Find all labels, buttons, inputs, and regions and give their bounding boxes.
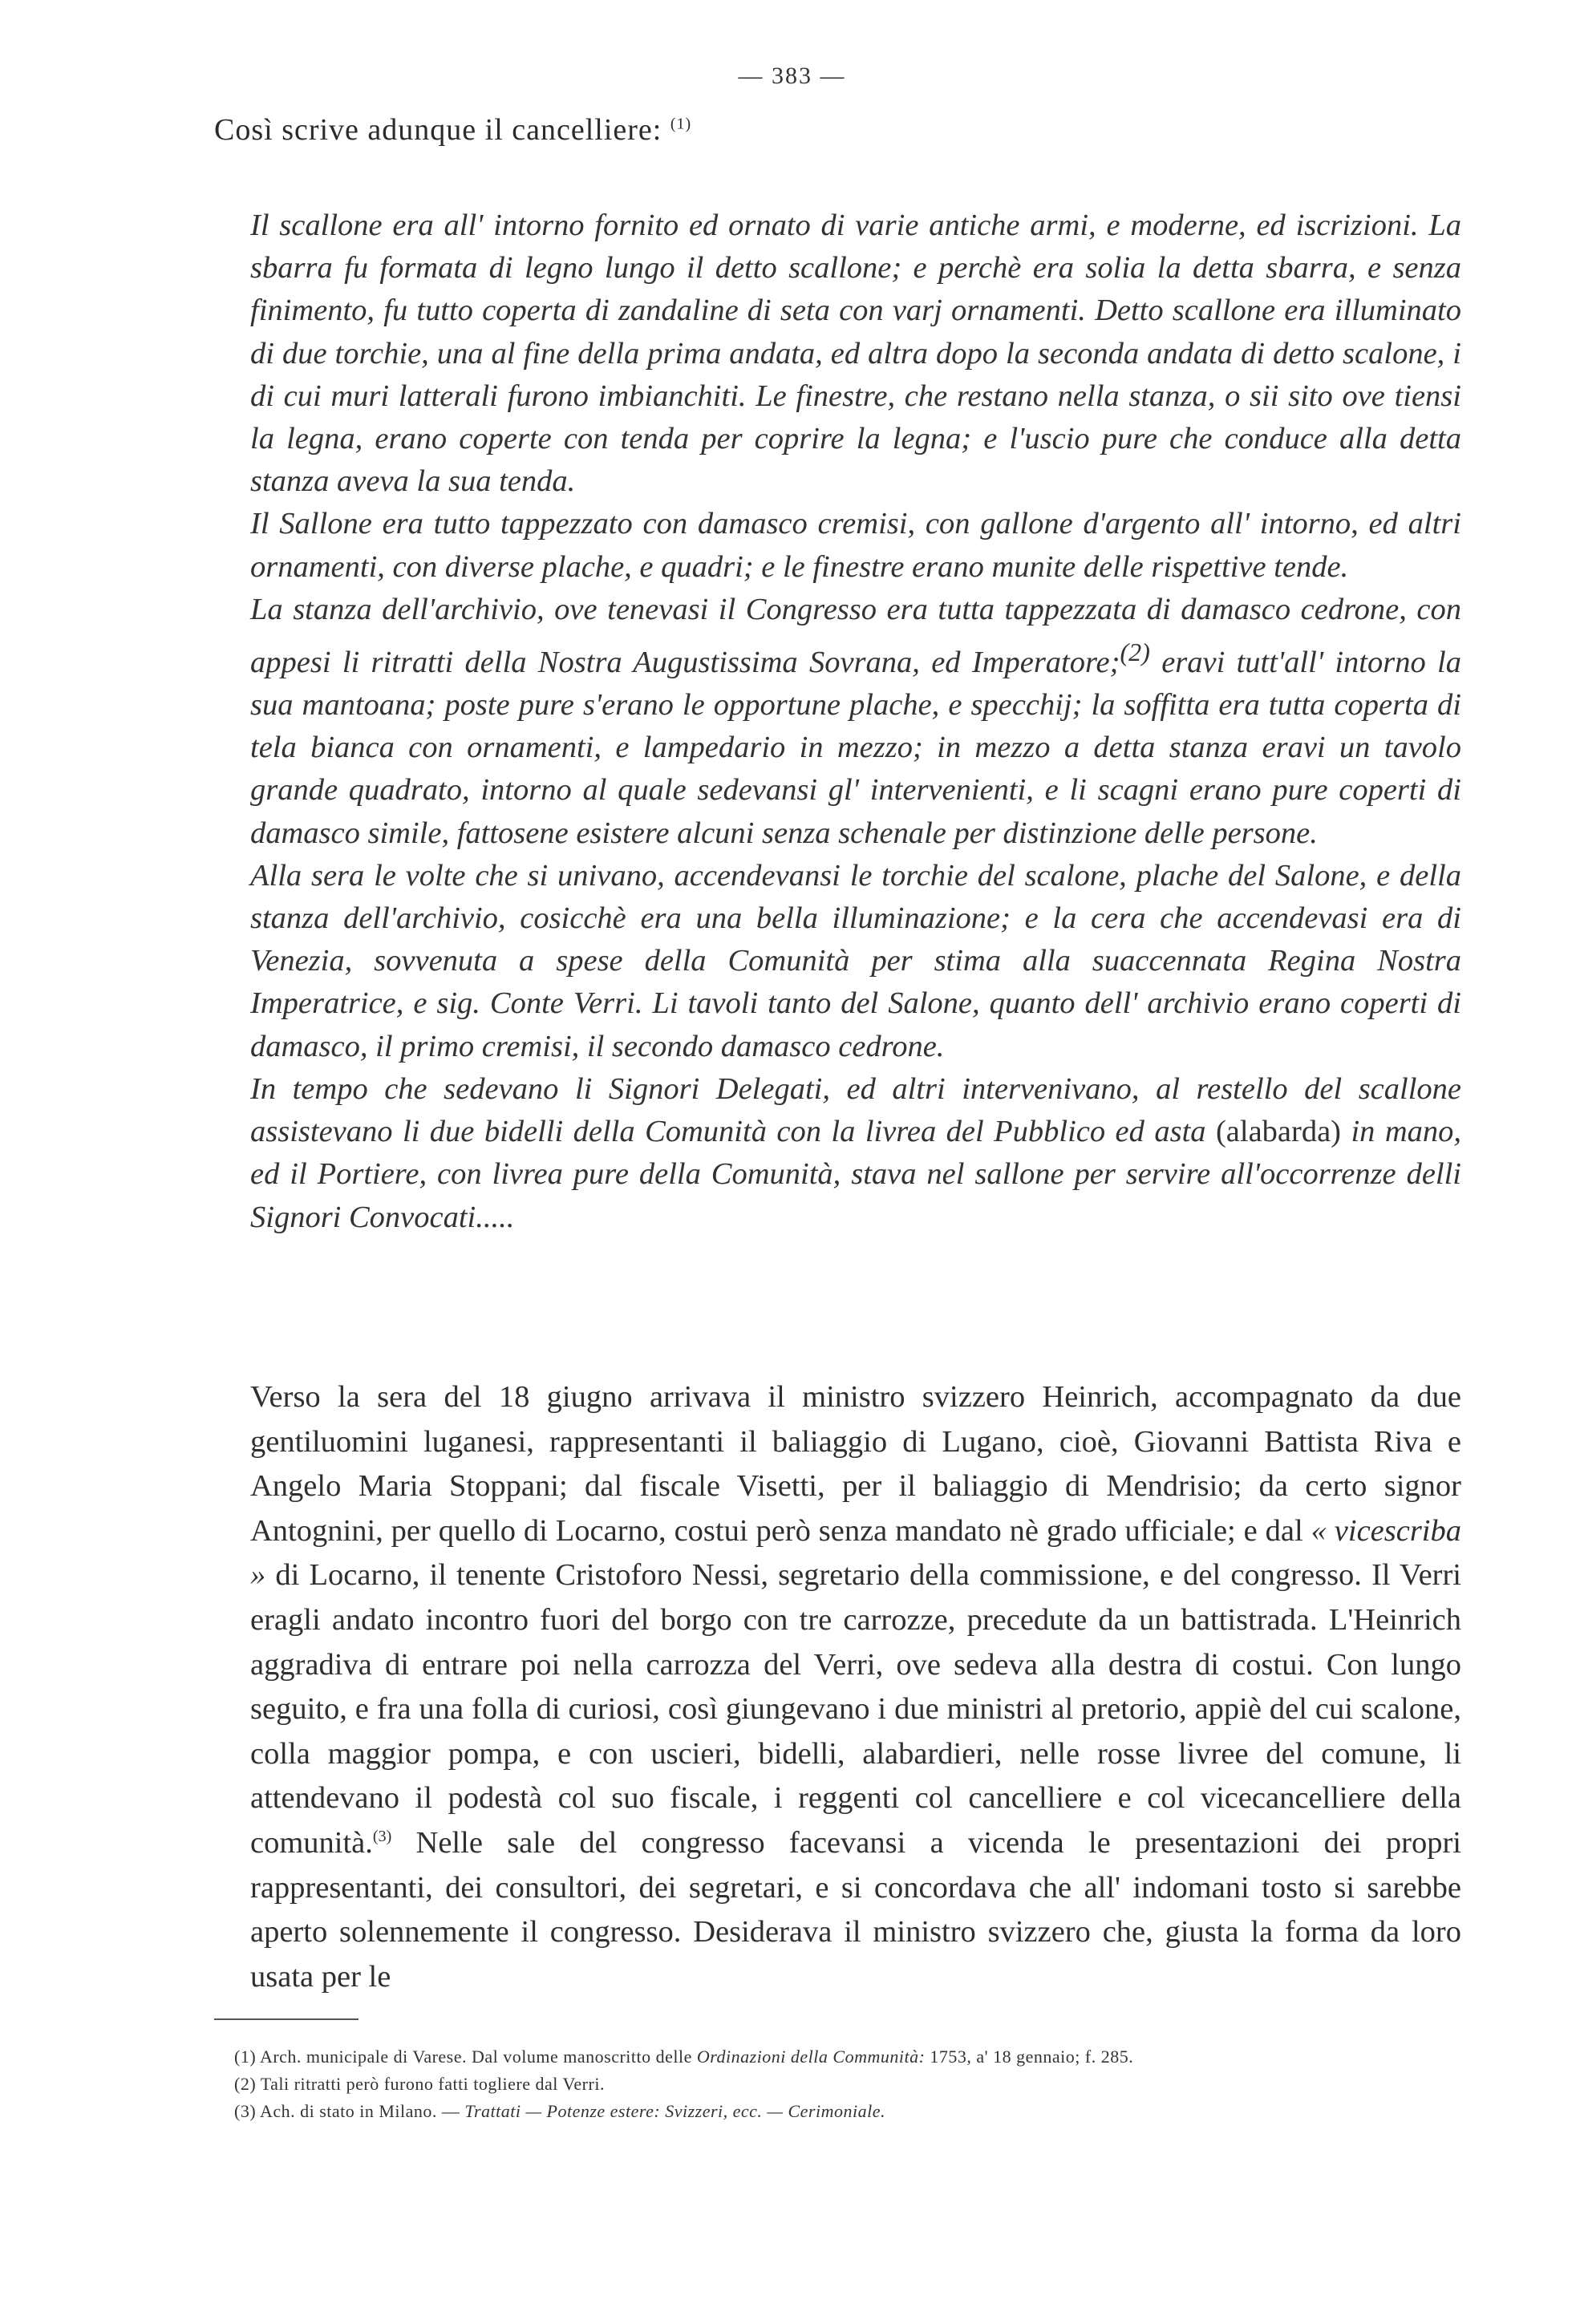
footnote-3 [234, 2098, 1461, 2125]
body-part-2: di Locarno, il tenente Cristoforo Nessi, segretario della commissione, e del congresso. Il Verri eragli andato incontro fuori del borgo con tre carrozze, precedute da un battistrada. L'Heinrich aggradiva di entrare poi nella carrozza del Verri, ove sedeva alla destra di costui. Con lungo seguito, e fra una folla di curiosi, così giungevano i due ministri al pretorio, appiè del cui scalone, colla maggior pompa, e con uscieri, bidelli, alabardieri, nelle rosse livree del comune, li attendevano il podestà col suo fiscale, i reggenti col cancelliere e col vicecancelliere della comunità. [250, 1558, 1462, 1860]
quote-paragraph-1: Il scallone era all' intorno fornito ed ornato di varie antiche armi, e moderne, ed iscrizioni. La sbarra fu formata di legno lungo il detto scallone; e perchè era solia la detta sbarra, e senza finimento, fu tutto coperta di zandaline di seta con varj ornamenti. Detto scallone era illuminato di due torchie, una al fine della prima andata, ed altra dopo la seconda andata di detto scalone, i di cui muri latterali furono imbianchiti. Le finestre, che restano nella stanza, o sii sito ove tiensi la legna, erano coperte con tenda per coprire la legna; e l'uscio pure che conduce alla detta stanza aveva la sua tenda. [250, 209, 1461, 499]
quote-paragraph-3-cont: eravi tutt'all' intorno la sua mantoana; poste pure s'erano le opportune plache, e specchij; la soffitta era tutta coperta di tela bianca con ornamenti, e lampedario in mezzo; in mezzo a detta stanza eravi un tavolo grande quadrato, intorno al quale sedevansi gl' intervenienti, e li scagni erano pure coperti di damasco simile, fattosene esistere alcuni senza schenale per distinzione delle persone. [250, 645, 1461, 850]
quote-paragraph-5-cont: in mano, ed il Portiere, con livrea pure della Comunità, stava nel sallone per servire all'occorrenze delli Signori Convocati..... [250, 1115, 1462, 1234]
quote-paragraph-5 [250, 1068, 1461, 1239]
quote-paragraph-4: Alla sera le volte che si univano, accendevansi le torchie del scalone, plache del Salone, e della stanza dell'archivio, cosicchè era una bella illuminazione; e la cera che accendevasi era di Venezia, sovvenuta a spese della Comunità per stima alla suaccennata Regina Nostra Imperatrice, e sig. Conte Verri. Li tavoli tanto del Salone, quanto dell' archivio erano coperti di damasco, il primo cremisi, il secondo damasco cedrone. [250, 858, 1461, 1063]
quote-paragraph-3-text: La stanza dell'archivio, ove tenevasi il Congresso era tutta tappezzata di damasco cedrone, con appesi li ritratti della Nostra Augustissima Sovrana, ed Imperatore; [250, 592, 1461, 679]
vicescriba-term: « vicescriba » [250, 1513, 1462, 1593]
page-number: — 383 — [738, 63, 846, 89]
footnote-ref-2: (2) [1120, 638, 1150, 667]
footnote-3-pre: (3) Ach. di stato in Milano. — [234, 2101, 460, 2121]
intro-line [214, 112, 691, 148]
body-text [250, 1375, 1461, 1999]
footnotes [234, 2043, 1461, 2125]
quoted-passage [250, 204, 1461, 1239]
footnote-ref-3: (3) [372, 1828, 392, 1846]
footnote-1-pre: (1) Arch. municipale di Varese. Dal volume manoscritto delle [234, 2047, 692, 2067]
footnote-1-italic: Ordinazioni della Communità: [696, 2047, 926, 2067]
quote-paragraph-3 [250, 589, 1461, 855]
footnote-divider [214, 2018, 359, 2020]
alabarda-note: (alabarda) [1215, 1115, 1341, 1149]
quote-paragraph-5-text: In tempo che sedevano li Signori Delegati, ed altri intervenivano, al restello del scallone assistevano li due bidelli della Comunità con la livrea del Pubblico ed asta [250, 1071, 1461, 1149]
footnote-2: (2) Tali ritratti però furono fatti togliere dal Verri. [234, 2074, 605, 2094]
quote-paragraph-2: Il Sallone era tutto tappezzato con damasco cremisi, con gallone d'argento all' intorno, ed altri ornamenti, con diverse plache, e quadri; e le finestre erano munite delle rispettive tende. [250, 507, 1461, 584]
footnote-ref-1: (1) [670, 115, 692, 133]
intro-text: Così scrive adunque il cancelliere: [214, 113, 662, 147]
footnote-1 [234, 2043, 1461, 2071]
body-paragraph [250, 1375, 1461, 1999]
body-part-1: Verso la sera del 18 giugno arrivava il ministro svizzero Heinrich, accompagnato da due gentiluomini luganesi, rappresentanti il baliaggio di Lugano, cioè, Giovanni Battista Riva e Angelo Maria Stoppani; dal fiscale Visetti, per il baliaggio di Mendrisio; da certo signor Antognini, per quello di Locarno, costui però senza mandato nè grado ufficiale; e dal [250, 1380, 1461, 1548]
body-part-3: Nelle sale del congresso facevansi a vicenda le presentazioni dei propri rappresentanti, dei consultori, dei segretari, e si concordava che all' indomani tosto si sarebbe aperto solennemente il congresso. Desiderava il ministro svizzero che, giusta la forma da loro usata per le [250, 1825, 1462, 1994]
footnote-1-post: 1753, a' 18 gennaio; f. 285. [930, 2047, 1134, 2067]
footnote-3-italic: Trattati — Potenze estere: Svizzeri, ecc. — Cerimoniale. [464, 2101, 885, 2121]
